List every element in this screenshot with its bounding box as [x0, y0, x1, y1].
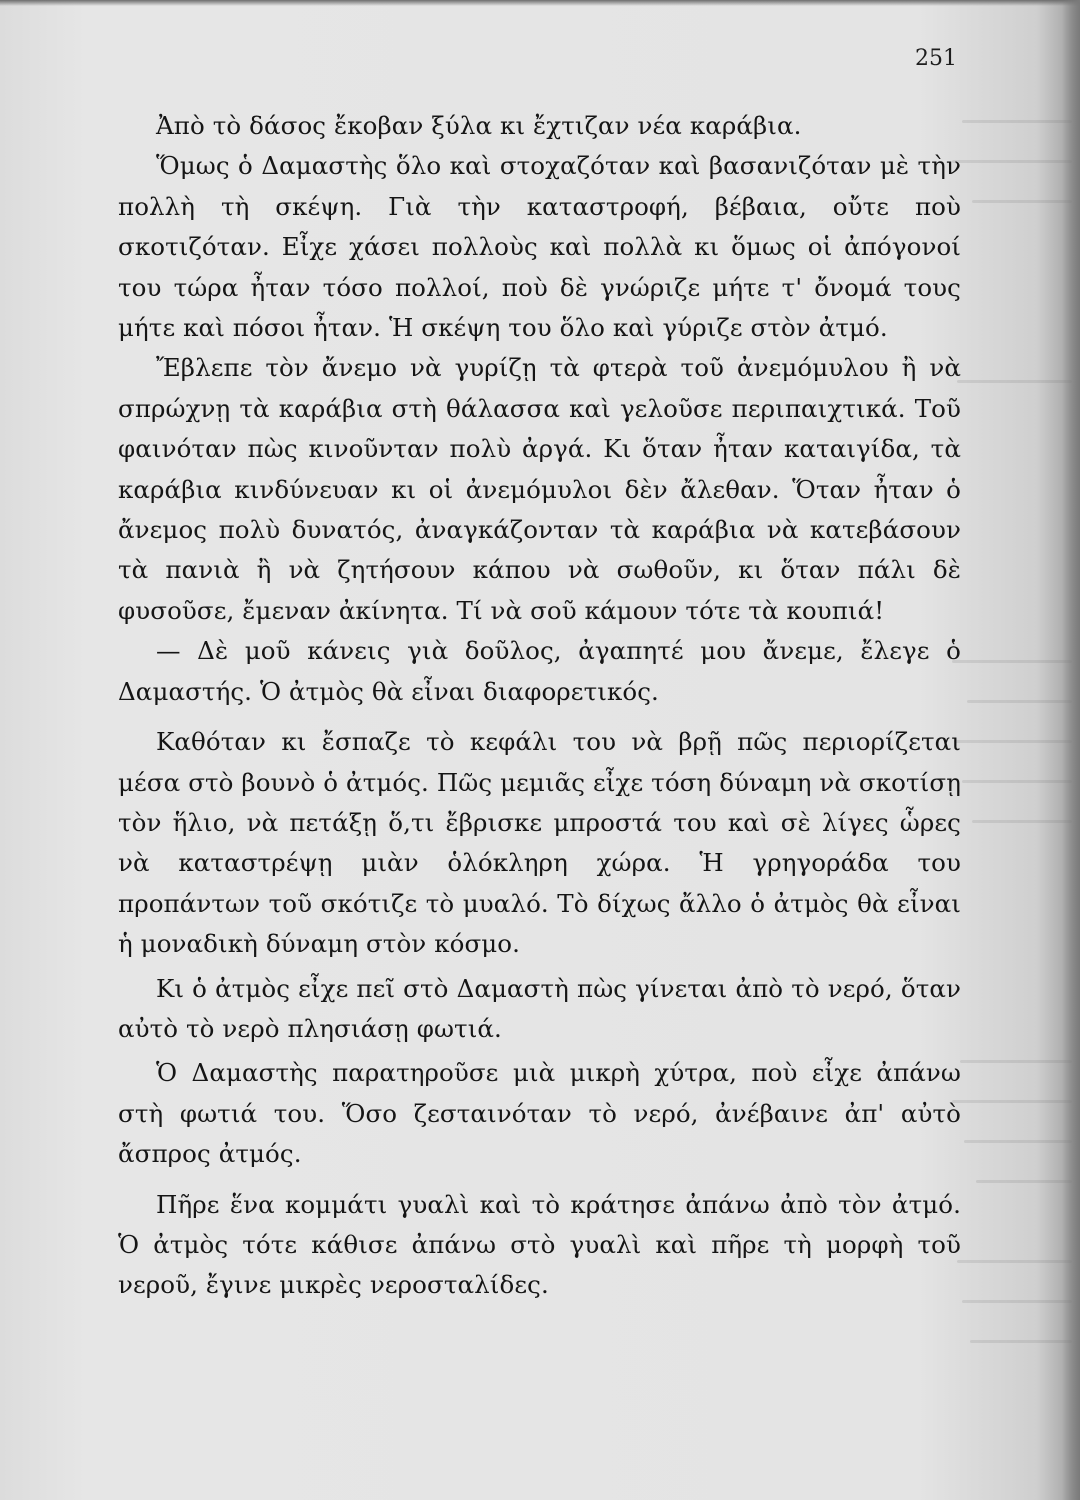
paragraph: Ἀπὸ τὸ δάσος ἔκοβαν ξύλα κι ἔχτιζαν νέα καράβια. — [156, 111, 802, 140]
paragraph: Πῆρε ἕνα κομμάτι γυαλὶ καὶ τὸ κράτησε ἀπάνω ἀπὸ τὸν ἀτμό. Ὁ ἀτμὸς τότε κάθισε ἀπάνω στὸ γυαλὶ καὶ πῆρε τὴ μορφὴ τοῦ νεροῦ, ἔγινε μικρὲς νεροσταλίδες. — [118, 1189, 961, 1300]
page-edge-shadow — [1062, 0, 1080, 1500]
top-shadow — [0, 0, 1080, 6]
body-text — [118, 106, 961, 1306]
paragraph: Ὁ Δαμαστὴς παρατηροῦσε μιὰ μικρὴ χύτρα, ποὺ εἶχε ἀπάνω στὴ φωτιά του. Ὅσο ζεσταινόταν τὸ νερό, ἀνέβαινε ἀπ' αὐτὸ ἄσπρος ἀτμός. — [118, 1058, 961, 1169]
paragraph: Ἔβλεπε τὸν ἄνεμο νὰ γυρίζῃ τὰ φτερὰ τοῦ ἀνεμόμυλου ἢ νὰ σπρώχνῃ τὰ καράβια στὴ θάλασσα καὶ γελοῦσε περιπαιχτικά. Τοῦ φαινόταν πὼς κινοῦνταν πολὺ ἀργά. Κι ὅταν ἦταν καταιγίδα, τὰ καράβια κινδύνευαν κι οἱ ἀνεμόμυλοι δὲν ἄλεθαν. Ὅταν ἦταν ὁ ἄνεμος πολὺ δυνατός, ἀναγκάζονταν τὰ καράβια νὰ κατεβάσουν τὰ πανιὰ ἢ νὰ ζητήσουν κάπου νὰ σωθοῦν, κι ὅταν πάλι δὲ φυσοῦσε, ἔμεναν ἀκίνητα. Τί νὰ σοῦ κάμουν τότε τὰ κουπιά! — [118, 353, 961, 625]
paragraph: Ὅμως ὁ Δαμαστὴς ὅλο καὶ στοχαζόταν καὶ βασανιζόταν μὲ τὴν πολλὴ τὴ σκέψη. Γιὰ τὴν καταστροφή, βέβαια, οὔτε ποὺ σκοτιζόταν. Εἶχε χάσει πολλοὺς καὶ πολλὰ κι ὅμως οἱ ἀπόγονοί του τώρα ἦταν τόσο πολλοί, ποὺ δὲ γνώριζε μήτε τ' ὄνομά τους μήτε καὶ πόσοι ἦταν. Ἡ σκέψη του ὅλο καὶ γύριζε στὸν ἀτμό. — [118, 151, 961, 343]
dialogue-paragraph: — Δὲ μοῦ κάνεις γιὰ δοῦλος, ἀγαπητέ μου ἄνεμε, ἔλεγε ὁ Δαμαστής. Ὁ ἀτμὸς θὰ εἶναι διαφορετικός. — [118, 636, 961, 706]
page-number: 251 — [915, 46, 957, 71]
paragraph: Κι ὁ ἀτμὸς εἶχε πεῖ στὸ Δαμαστὴ πὼς γίνεται ἀπὸ τὸ νερό, ὅταν αὐτὸ τὸ νερὸ πλησιάσῃ φωτιά. — [118, 973, 961, 1043]
paragraph: Καθόταν κι ἔσπαζε τὸ κεφάλι του νὰ βρῇ πῶς περιορίζεται μέσα στὸ βουνὸ ὁ ἀτμός. Πῶς μεμιᾶς εἶχε τόση δύναμη νὰ σκοτίσῃ τὸν ἥλιο, νὰ πετάξῃ ὅ,τι ἔβρισκε μπροστά του καὶ σὲ λίγες ὧρες νὰ καταστρέψῃ μιὰν ὁλόκληρη χώρα. Ἡ γρηγοράδα του προπάντων τοῦ σκότιζε τὸ μυαλό. Τὸ δίχως ἄλλο ὁ ἀτμὸς θὰ εἶναι ἡ μοναδικὴ δύναμη στὸν κόσμο. — [118, 727, 961, 959]
